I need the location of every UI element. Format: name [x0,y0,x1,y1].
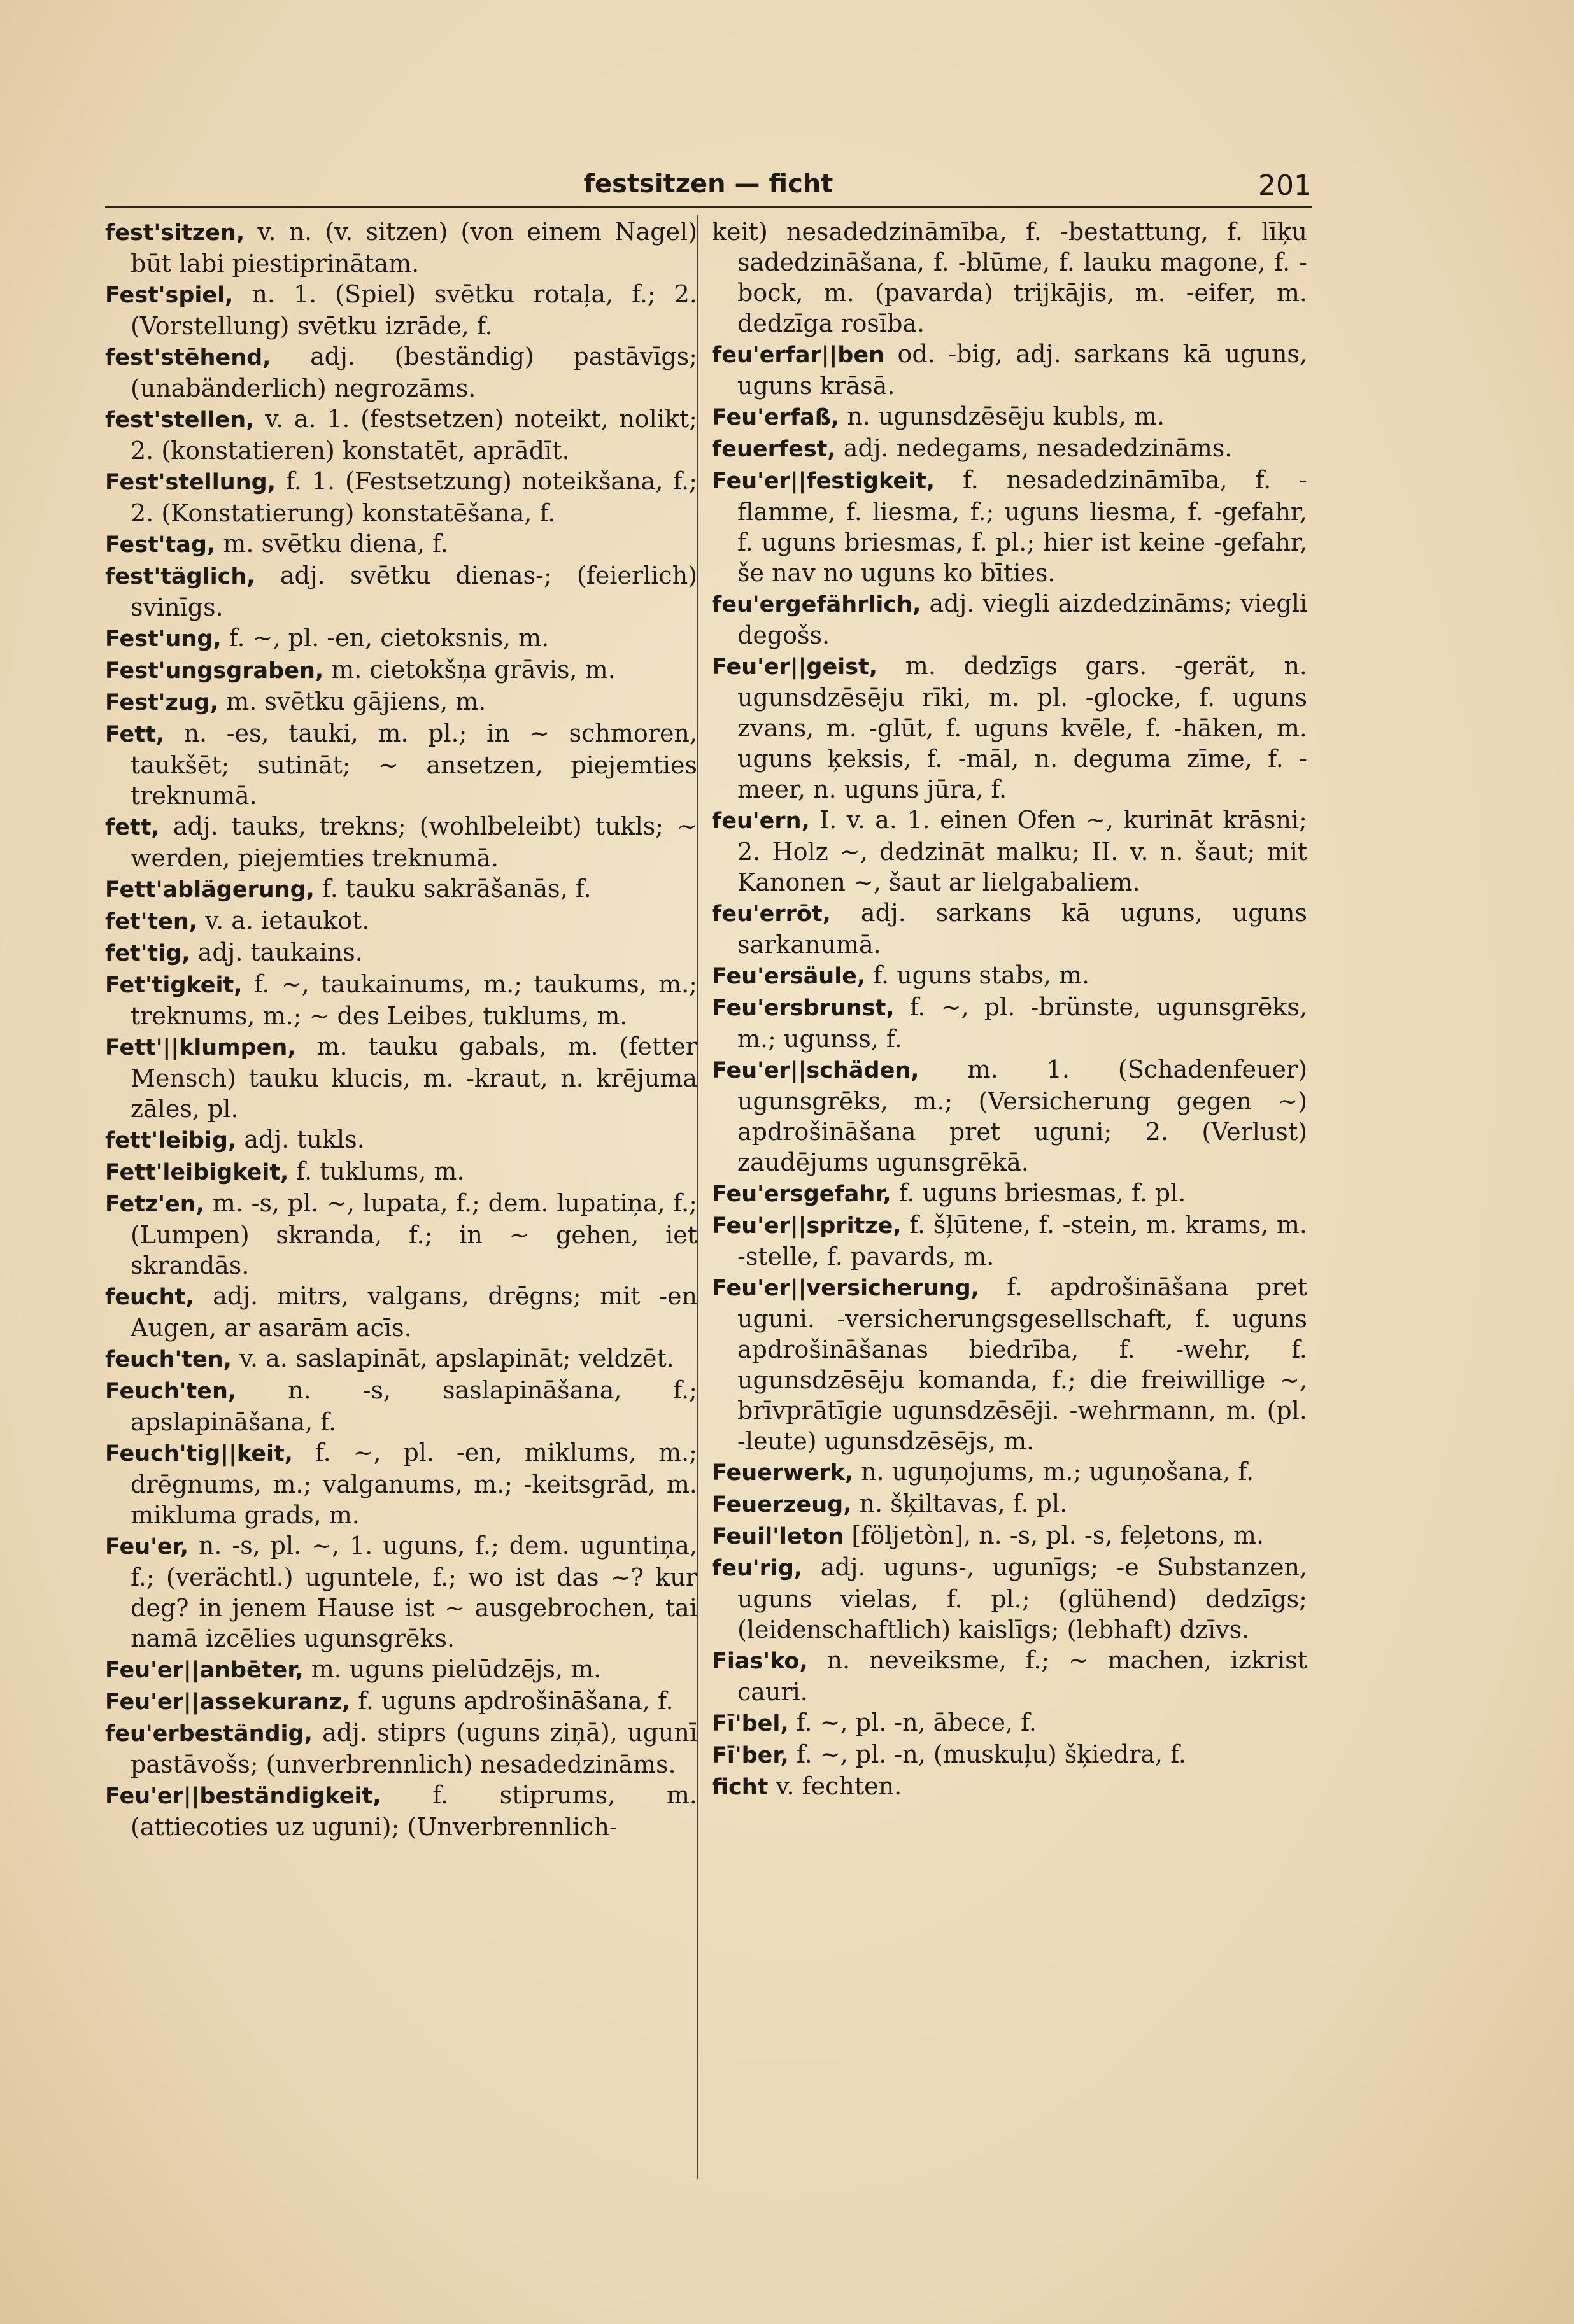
entry-definition: f. uguns apdrošināšana, f. [350,1687,674,1715]
entry-definition: f. uguns stabs, m. [865,961,1090,989]
entry-definition: n. neveiksme, f.; ~ machen, izkrist cauri. [737,1646,1307,1706]
entry-headword: Feuerwerk, [712,1460,854,1486]
entry-headword: Feuch'tig||keit, [105,1441,293,1467]
entry-definition: [följetòn], n. -s, pl. -s, feļetons, m. [844,1521,1265,1549]
entry-definition: m. dedzīgs gars. -gerät, n. ugunsdzēsēju rīki, m. pl. -glocke, f. uguns zvans, m. -glūt, f. uguns kvēle, f. -hāken, m. uguns ķeksis, f. -māl, n. deguma zīme, f. -meer, n. uguns jūra, f. [737,652,1307,803]
entry-headword: feu'erfar||ben [712,342,884,368]
entry-headword: feuch'ten, [105,1347,232,1372]
dictionary-entry [105,969,697,1031]
entry-definition: f. ~, pl. -brünste, ugunsgrēks, m.; ugunss, f. [737,993,1307,1053]
entry-headword: Feu'er, [105,1534,189,1560]
entry-definition: f. stiprums, m. (attiecoties uz uguni); (Unverbrennlich- [131,1781,697,1841]
dictionary-entry [105,528,697,560]
dictionary-entry [105,654,697,686]
entry-headword: Fett'leibigkeit, [105,1160,289,1185]
entry-definition: adj. taukains. [190,938,363,966]
dictionary-entry [105,216,697,279]
entry-headword: Feu'er||assekuranz, [105,1689,351,1715]
entry-definition: n. -s, pl. ~, 1. uguns, f.; dem. uguntiņa, f.; (verächtl.) uguntele, f.; wo ist das ~? kur deg? in jenem Hause ist ~ ausgebrochen, tai namā izcēlies ugunsgrēks. [131,1532,697,1652]
entry-definition: f. apdrošināšana pret uguni. -versicherungsgesellschaft, f. uguns apdrošināšanas biedrība, f. -wehr, f. ugunsdzēsēju komanda, f.; die freiwillige ~, brīvprātīgie ugunsdzēsēji. -wehrmann, m. (pl. -leute) ugunsdzēsējs, m. [737,1273,1307,1455]
dictionary-entry [105,937,697,969]
dictionary-entry [105,686,697,718]
dictionary-entry [105,1281,697,1343]
entry-definition: f. tauku sakrāšanās, f. [314,875,592,903]
dictionary-entry [712,1520,1307,1552]
dictionary-entry [712,651,1307,805]
entry-definition: adj. viegli aizdedzināms; viegli degošs. [737,589,1307,649]
entry-definition: n. -es, tauki, m. pl.; in ~ schmoren, taukšēt; sutināt; ~ ansetzen, piejemties treknumā. [131,719,697,810]
column-divider [697,215,698,2179]
dictionary-entry [105,873,697,905]
entry-definition: keit) nesadedzināmība, f. -bestattung, f. līķu sadedzināšana, f. -blūme, f. lauku magone, f. -bock, m. (pavarda) trijkājis, m. -eifer, m. dedzīga rosība. [712,218,1307,337]
entry-definition: n. šķiltavas, f. pl. [851,1489,1068,1518]
entry-definition: v. fechten. [768,1772,902,1800]
entry-definition: f. ~, pl. -n, ābece, f. [788,1708,1037,1736]
entry-definition: m. tauku gabals, m. (fetter Mensch) tauku klucis, m. -kraut, n. krējuma zāles, pl. [131,1032,697,1123]
dictionary-entry [712,1707,1307,1739]
dictionary-entry [105,623,697,654]
entry-definition: m. uguns pielūdzējs, m. [303,1655,602,1683]
entry-headword: Feu'ersgefahr, [712,1181,891,1207]
entry-headword: feu'errōt, [712,901,831,927]
dictionary-entry [712,339,1307,401]
dictionary-entry [712,1209,1307,1272]
entry-definition: m. -s, pl. ~, lupata, f.; dem. lupatiņa, f.; (Lumpen) skranda, f.; in ~ gehen, iet skrandās. [131,1189,697,1279]
entry-headword: Fī'bel, [712,1711,789,1736]
entry-headword: Feu'er||anbēter, [105,1658,304,1683]
entry-headword: fet'tig, [105,941,190,966]
dictionary-entry [712,401,1307,433]
entry-headword: Fetz'en, [105,1192,204,1217]
entry-definition: f. ~, pl. -en, miklums, m.; drēgnums, m.; valganums, m.; -keitsgrād, m. mikluma grads, m. [131,1439,697,1529]
dictionary-entry [712,465,1307,588]
entry-headword: feu'ern, [712,808,810,834]
entry-definition: od. -big, adj. sarkans kā uguns, uguns krāsā. [737,340,1307,400]
left-column [105,216,697,1842]
dictionary-entry [105,1188,697,1281]
entry-headword: feu'rig, [712,1556,803,1581]
entry-headword: Feuerzeug, [712,1492,852,1518]
dictionary-entry [105,1124,697,1156]
entry-headword: Feu'ersäule, [712,964,866,989]
entry-headword: Fett'||klumpen, [105,1035,296,1060]
entry-headword: Fest'zug, [105,690,219,715]
entry-headword: Feu'er||festigkeit, [712,468,935,494]
entry-definition: m. cietokšņa grāvis, m. [323,656,616,684]
entry-headword: feucht, [105,1285,194,1310]
dictionary-entry [105,341,697,404]
entry-definition: m. svētku gājiens, m. [218,687,486,715]
entry-headword: Fest'ungsgraben, [105,658,324,684]
dictionary-entry [105,718,697,811]
entry-headword: Feu'er||schäden, [712,1058,919,1083]
dictionary-entry [712,898,1307,960]
entry-definition: f. ~, taukainums, m.; taukums, m.; treknums, m.; ~ des Leibes, tuklums, m. [131,970,697,1030]
dictionary-entry [105,404,697,466]
entry-definition: v. a. saslapināt, apslapināt; veldzēt. [231,1344,674,1372]
dictionary-entry [712,1771,1307,1803]
dictionary-entry [105,1031,697,1124]
entry-headword: Fet'tigkeit, [105,973,243,998]
entry-definition: n. 1. (Spiel) svētku rotaļa, f.; 2. (Vorstellung) svētku izrāde, f. [131,280,697,340]
dictionary-entry [712,433,1307,465]
entry-headword: Feu'er||spritze, [712,1213,902,1239]
dictionary-entry [712,805,1307,898]
entry-definition: f. uguns briesmas, f. pl. [891,1179,1186,1207]
entry-headword: Feuil'leton [712,1524,844,1549]
entry-headword: Feu'erfaß, [712,405,840,430]
dictionary-entry [712,1054,1307,1178]
entry-definition: adj. sarkans kā uguns, uguns sarkanumā. [737,899,1307,959]
dictionary-entry [105,1530,697,1654]
page-header [105,167,1312,208]
entry-headword: feu'erbeständig, [105,1721,313,1747]
dictionary-entry [105,811,697,873]
entry-headword: Fī'ber, [712,1743,789,1768]
dictionary-entry [712,960,1307,992]
entry-definition: f. šļūtene, f. -stein, m. krams, m. -stelle, f. pavards, m. [737,1211,1307,1271]
entry-headword: Fest'stellung, [105,470,276,495]
dictionary-entry [712,1456,1307,1488]
entry-headword: Feu'ersbrunst, [712,996,895,1021]
entry-headword: fest'täglich, [105,564,255,589]
entry-definition: f. ~, pl. -n, (muskuļu) šķiedra, f. [788,1740,1187,1768]
entry-definition: adj. mitrs, valgans, drēgns; mit -en Augen, ar asarām acīs. [131,1282,697,1342]
entry-headword: fet'ten, [105,909,198,934]
entry-definition: adj. tauks, trekns; (wohlbeleibt) tukls; ~ werden, piejemties treknumā. [131,812,697,872]
dictionary-entry [105,1780,697,1842]
dictionary-entry [105,1437,697,1530]
entry-headword: Fias'ko, [712,1649,808,1674]
entry-headword: Fest'ung, [105,626,222,652]
running-head: festsitzen — ficht [583,169,833,199]
entry-definition: f. ~, pl. -en, cietoksnis, m. [221,624,549,652]
entry-headword: Feu'er||geist, [712,654,878,680]
entry-headword: Fett, [105,722,164,747]
entry-definition: v. a. 1. (festsetzen) noteikt, nolikt; 2. (konstatieren) konstatēt, aprādīt. [131,405,697,465]
entry-definition: adj. nedegams, nesadedzināms. [835,434,1233,462]
entry-definition: v. a. ietaukot. [197,906,370,934]
entry-headword: feuerfest, [712,437,836,462]
entry-headword: ficht [712,1775,769,1800]
entry-headword: Feu'er||beständigkeit, [105,1784,381,1809]
dictionary-entry [712,1488,1307,1520]
entry-definition: adj. tukls. [236,1125,365,1153]
entry-definition: v. n. (v. sitzen) (von einem Nagel) būt labi piestiprinātam. [131,218,697,278]
dictionary-entry [712,1552,1307,1645]
entry-headword: Feuch'ten, [105,1379,237,1404]
dictionary-entry [712,1178,1307,1209]
dictionary-entry [105,466,697,528]
dictionary-entry [712,992,1307,1054]
dictionary-entry [712,588,1307,651]
entry-headword: fest'sitzen, [105,220,245,246]
entry-headword: Feu'er||versicherung, [712,1276,979,1301]
dictionary-entry [105,1375,697,1437]
entry-headword: fett, [105,815,160,840]
entry-definition: n. -s, saslapināšana, f.; apslapināšana, f. [131,1376,697,1436]
entry-definition: f. 1. (Festsetzung) noteikšana, f.; 2. (Konstatierung) konstatēšana, f. [131,467,697,527]
entry-definition: adj. uguns-, ugunīgs; -e Substanzen, uguns vielas, f. pl.; (glühend) dedzīgs; (leidenschaftlich) kaislīgs; (lebhaft) dzīvs. [737,1553,1307,1644]
entry-headword: Fest'tag, [105,532,216,558]
entry-headword: fett'leibig, [105,1128,237,1153]
entry-headword: Fett'ablägerung, [105,877,315,903]
right-column [712,216,1307,1803]
entry-definition: adj. stiprs (uguns ziņā), ugunī pastāvošs; (unverbrennlich) nesadedzināms. [131,1719,697,1778]
page-number: 201 [1258,169,1312,202]
dictionary-entry [105,279,697,341]
entry-definition: f. nesadedzināmība, f. -flamme, f. liesma, f.; uguns liesma, f. -gefahr, f. uguns briesmas, f. pl.; hier ist keine -gefahr, še nav no uguns ko bīties. [737,466,1307,587]
dictionary-entry [712,1272,1307,1456]
dictionary-entry [105,1686,697,1717]
entry-headword: Fest'spiel, [105,283,234,308]
entry-definition: n. uguņojums, m.; uguņošana, f. [853,1458,1254,1486]
entry-definition: m. 1. (Schadenfeuer) ugunsgrēks, m.; (Versicherung gegen ~) apdrošināšana pret uguni; 2. (Verlust) zaudējums ugunsgrēkā. [737,1055,1307,1176]
entry-headword: feu'ergefährlich, [712,592,921,617]
entry-definition: n. ugunsdzēsēju kubls, m. [839,402,1165,430]
dictionary-entry [105,1654,697,1686]
dictionary-entry [105,1343,697,1375]
entry-definition: I. v. a. 1. einen Ofen ~, kurināt krāsni; 2. Holz ~, dedzināt malku; II. v. n. šaut; mit Kanonen ~, šaut ar lielgabaliem. [737,806,1307,896]
entry-definition: adj. svētku dienas-; (feierlich) svinīgs. [131,561,697,621]
entry-definition: m. svētku diena, f. [215,530,448,558]
entry-headword: fest'stēhend, [105,345,271,370]
entry-definition: adj. (beständig) pastāvīgs; (unabänderlich) negrozāms. [131,342,697,402]
dictionary-entry [105,905,697,937]
dictionary-entry [712,1645,1307,1707]
dictionary-entry [105,1156,697,1188]
dictionary-entry [105,1717,697,1780]
entry-definition: f. tuklums, m. [288,1157,465,1185]
dictionary-entry [712,1739,1307,1771]
dictionary-entry [105,560,697,623]
dictionary-entry [712,216,1307,339]
entry-headword: fest'stellen, [105,407,255,433]
